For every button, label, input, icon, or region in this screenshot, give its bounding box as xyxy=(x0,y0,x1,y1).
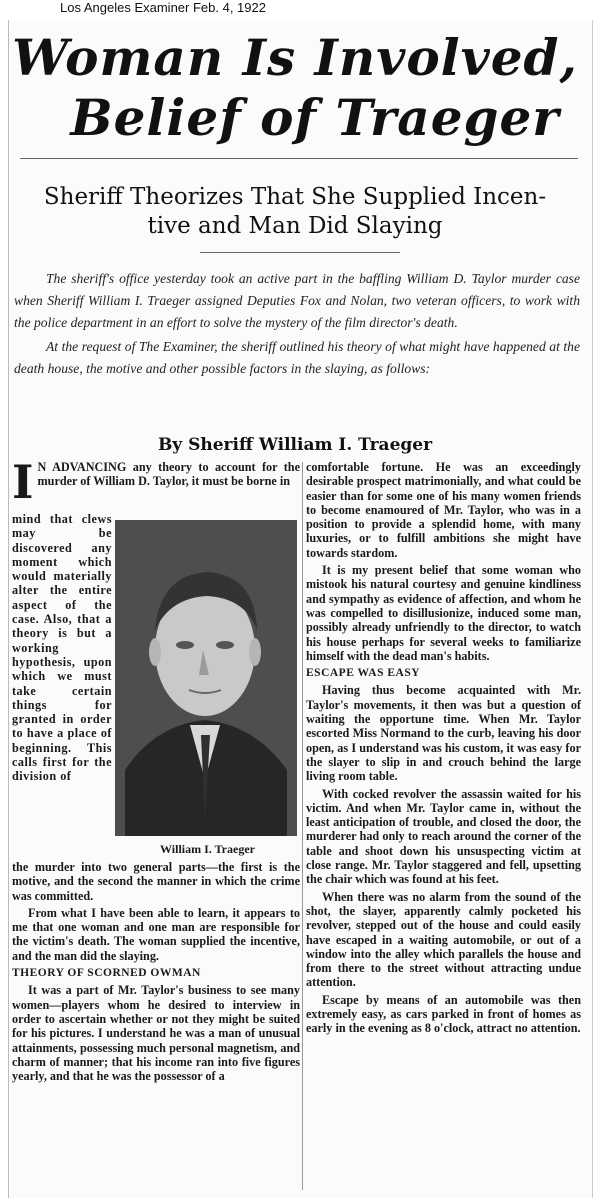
intro xyxy=(14,268,580,382)
left-column xyxy=(12,455,300,509)
headline-line-1: Woman Is Involved, xyxy=(12,28,578,87)
right-paragraph-6: Escape by means of an automobile was then extremely easy, as cars parked in front of homes as early in the evening as 8 o'clock, attract no attention. xyxy=(306,992,581,1036)
headline-divider xyxy=(20,158,578,159)
lead-text: N ADVANCING any theory to account for the murder of William D. Taylor, it must be borne in xyxy=(37,460,300,489)
headline-line-2: Belief of Traeger xyxy=(70,88,560,147)
source-line: Los Angeles Examiner Feb. 4, 1922 xyxy=(60,0,266,15)
right-column xyxy=(306,460,581,1039)
deck xyxy=(10,183,580,241)
theory-heading: THEORY OF SCORNED OWMAN xyxy=(12,967,201,980)
intro-paragraph-2: At the request of The Examiner, the sheriff outlined his theory of what might have happened at the death house, the motive and other possible factors in the slaying, as follows: xyxy=(14,339,580,376)
left-paragraph-3: It was a part of Mr. Taylor's business to see many women—players whom he desired to interview in order to ascertain whether or not they might be suited for his pictures. I understand he was a man of unusual attainments, possessing much personal magnetism, and charm of manner; that his income ran into five figures yearly, and that he was the possessor of a xyxy=(12,983,300,1084)
left-after-photo: the murder into two general parts—the first is the motive, and the second the manner in which the crime was committed. xyxy=(12,860,300,903)
deck-line-2: tive and Man Did Slaying xyxy=(147,213,443,239)
column-divider xyxy=(302,462,303,1190)
deck-divider xyxy=(200,252,400,253)
left-paragraph-2: From what I have been able to learn, it appears to me that one woman and one man are responsible for the victim's death. The woman supplied the incentive, and the man did the slaying. xyxy=(12,905,300,963)
portrait-photo xyxy=(115,520,297,836)
escape-heading: ESCAPE WAS EASY xyxy=(306,667,421,680)
right-paragraph-1: comfortable fortune. He was an exceedingly desirable prospect matrimonially, and what could be easier than for some one of his many women friends to become enamoured of Mr. Taylor, who was in a position to provide a splendid home, with many luxuries, or to fulfill ambitions she might have towards stardom. xyxy=(306,460,581,560)
left-lower-column xyxy=(12,860,300,1086)
lead-paragraph xyxy=(12,455,300,509)
narrow-text: mind that clews may be discovered any moment which would materially alter the entire aspect of the case. Also, that a theory is but a working hypothesis, upon which we must take certain things for granted in order to have a place of beginning. This calls first for the division of xyxy=(12,512,112,784)
right-paragraph-4: With cocked revolver the assassin waited for his victim. And when Mr. Taylor came in, without the least anticipation of trouble, and closed the door, the murderer had only to reach around the corner of the table and shoot down his unsuspecting victim at close range. Mr. Taylor staggered and fell, upsetting the chair which was found at his feet. xyxy=(306,786,581,887)
intro-paragraph-1: The sheriff's office yesterday took an active part in the baffling William D. Taylor murder case when Sheriff William I. Traeger assigned Deputies Fox and Nolan, two veteran officers, to work with the police department in an effort to solve the mystery of the film director's death. xyxy=(14,271,580,330)
right-paragraph-2: It is my present belief that some woman who mistook his natural courtesy and genuine kindliness and sympathy as evidence of affection, and whom he was compelled to disillusionize, induced some man, possibly already unfriendly to the director, to watch his house perhaps for several weeks to familiarize himself with the dead man's habits. xyxy=(306,563,581,663)
photo-caption: William I. Traeger xyxy=(160,842,255,856)
left-narrow-column xyxy=(12,512,112,787)
portrait-image xyxy=(115,520,297,836)
deck-line-1: Sheriff Theorizes That She Supplied Incen- xyxy=(43,184,547,210)
right-paragraph-5: When there was no alarm from the sound of the shot, the slayer, apparently calmly pocketed his revolver, stepped out of the house and could easily have escaped in a waiting automobile, or out of a window into the alley which parallels the house and from there to the street without attracting undue attention. xyxy=(306,889,581,990)
right-paragraph-3: Having thus become acquainted with Mr. Taylor's movements, it then was but a question of waiting the opportune time. When Mr. Taylor escorted Miss Normand to the curb, leaving his door open, as I understand was his custom, it was easy for the slayer to slip in and crouch behind the large living room table. xyxy=(306,683,581,784)
drop-cap: I xyxy=(12,455,34,509)
byline: By Sheriff William I. Traeger xyxy=(157,435,433,455)
